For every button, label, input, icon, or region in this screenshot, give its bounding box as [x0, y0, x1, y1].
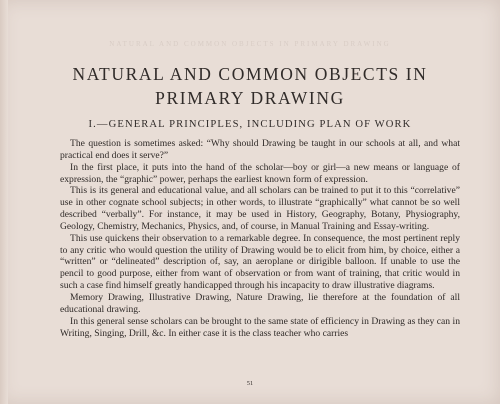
page-gutter-shadow — [0, 0, 8, 404]
paragraph: The question is sometimes asked: “Why should Drawing be taught in our schools at all, and what practical end does it serve?” — [60, 138, 460, 161]
running-head: NATURAL AND COMMON OBJECTS IN PRIMARY DRAWING — [109, 40, 391, 48]
paragraph: In the first place, it puts into the hand of the scholar—boy or girl—a new means or language of expression, the “graphic” power, perhaps the earliest known form of expression. — [60, 161, 460, 185]
title-line-1: NATURAL AND COMMON OBJECTS IN — [72, 64, 428, 84]
paragraph: In this general sense scholars can be brought to the same state of efficiency in Drawing as they can in Writing, Singing, Drill, &c. In either case it is the class teacher who carries — [60, 315, 460, 339]
paragraph: This use quickens their observation to a remarkable degree. In consequence, the most pertinent reply to any critic who would question the utility of Drawing would be to elicit from him, by choice, either a “written” or “delineated” description of, say, an aeroplane or dirigible balloon. If unable to use the pencil to good purpose, either from want of observation or from want of training, that critic would in such a case find himself greatly handicapped through his incapacity to draw illustrative diagrams. — [60, 232, 460, 292]
section-heading: I.—GENERAL PRINCIPLES, INCLUDING PLAN OF WORK — [88, 119, 412, 130]
page-number: 51 — [246, 380, 254, 387]
page-title — [40, 62, 460, 110]
paragraph: This is its general and educational value, and all scholars can be trained to put it to this “correlative” use in other cognate school subjects; in other words, to illustrate “graphically” what cannot be so well described “verbally”. For instance, it may be used in History, Geography, Botany, Physiography, Geology, Chemistry, Mechanics, Physics, and, of course, in Manual Training and Essay-writing. — [60, 185, 460, 232]
title-line-2: PRIMARY DRAWING — [155, 88, 345, 108]
body-text — [60, 138, 460, 339]
paragraph: Memory Drawing, Illustrative Drawing, Nature Drawing, lie therefore at the foundation of all educational drawing. — [60, 291, 460, 315]
